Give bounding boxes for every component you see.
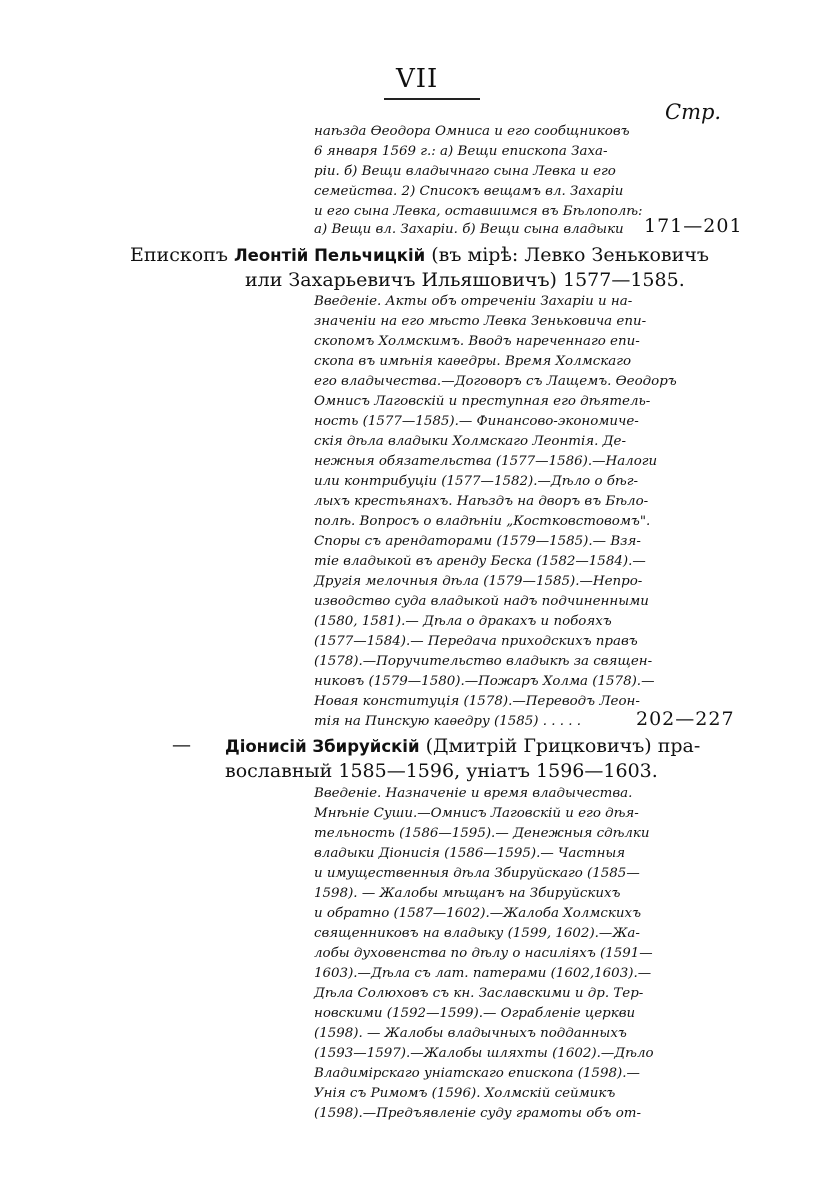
text-line: изводство суда владыкой надъ подчиненными [314,594,649,609]
entry-heading [225,734,700,759]
text-line: 6 января 1569 г.: а) Вещи епископа Заха- [314,144,608,159]
entry-heading-line2: вославный 1585—1596, уніатъ 1596—1603. [225,760,658,782]
text-line: тіе владыкой въ аренду Беска (1582—1584).— [314,554,646,569]
entry-dash: — [172,734,191,756]
text-line: (1598). — Жалобы владычныхъ подданныхъ [314,1026,627,1041]
text-line: ріи. б) Вещи владычнаго сына Левка и его [314,164,616,179]
text-line: Владимірскаго уніатскаго епископа (1598).— [314,1066,640,1081]
text-line: (1593—1597).—Жалобы шляхты (1602).—Дѣло [314,1046,654,1061]
text-line: и имущественныя дѣла Збируйскаго (1585— [314,866,640,881]
text-line: тія на Пинскую каѳедру (1585) . . . . . [314,714,582,729]
text-line: новскими (1592—1599).— Ограбленіе церкви [314,1006,636,1021]
text-line: Дѣла Солюховъ съ кн. Заславскими и др. Тер- [314,986,644,1001]
text-line: значеніи на его мѣсто Левка Зеньковича епи- [314,314,647,329]
heading-rest: (Дмитрій Грицковичъ) пра- [425,735,701,757]
text-line: а) Вещи вл. Захаріи. б) Вещи сына владыки [314,222,624,237]
text-line: лыхъ крестьянахъ. Наѣздъ на дворъ въ Бѣло- [314,494,649,509]
text-line: скія дѣла владыки Холмскаго Леонтія. Де- [314,434,627,449]
text-line: или контрибуціи (1577—1582).—Дѣло о бѣг- [314,474,639,489]
bishop-name: Діонисій Збируйскій [225,737,420,756]
text-line: наѣзда Ѳеодора Омниса и его сообщниковъ [314,124,630,139]
page-number: VII [396,64,439,94]
text-line: скопомъ Холмскимъ. Вводъ нареченнаго епи- [314,334,640,349]
text-line: Другія мелочныя дѣла (1579—1585).—Непро- [314,574,643,589]
page-column-label: Стр. [665,100,722,124]
page-number-rule [384,98,480,100]
text-line: (1578).—Поручительство владыкѣ за священ- [314,654,653,669]
page-range: 202—227 [636,708,735,730]
heading-prefix: Епископъ [130,244,228,266]
text-line: Введеніе. Назначеніе и время владычества. [314,786,633,801]
text-line: Мнѣніе Суши.—Омнисъ Лаговскій и его дѣя- [314,806,639,821]
text-line: (1577—1584).— Передача приходскихъ правъ [314,634,638,649]
text-line: (1580, 1581).— Дѣла о дракахъ и побояхъ [314,614,612,629]
text-line: полѣ. Вопросъ о владѣніи „Костковстовомъ". [314,514,651,529]
text-line: 1603).—Дѣла съ лат. патерами (1602,1603).— [314,966,652,981]
heading-rest: (въ мірѣ: Левко Зеньковичъ [431,244,709,266]
text-line: никовъ (1579—1580).—Пожаръ Холма (1578).— [314,674,655,689]
text-line: Унія съ Римомъ (1596). Холмскій сеймикъ [314,1086,616,1101]
text-line: и обратно (1587—1602).—Жалоба Холмскихъ [314,906,641,921]
entry-heading [130,243,709,268]
text-line: 1598). — Жалобы мѣщанъ на Збируйскихъ [314,886,621,901]
entry-heading-line2: или Захарьевичъ Ильяшовичъ) 1577—1585. [245,269,685,291]
text-line: Споры съ арендаторами (1579—1585).— Взя- [314,534,641,549]
text-line: его владычества.—Договоръ съ Лащемъ. Ѳеодоръ [314,374,677,389]
text-line: (1598).—Предъявленіе суду грамоты объ от- [314,1106,641,1121]
text-line: и его сына Левка, оставшимся въ Бѣлополѣ: [314,204,643,219]
text-line: Омнисъ Лаговскій и преступная его дѣятель- [314,394,651,409]
bishop-name: Леонтій Пельчицкій [233,246,426,265]
text-line: лобы духовенства по дѣлу о насиліяхъ (1591— [314,946,653,961]
text-line: ность (1577—1585).— Финансово-экономиче- [314,414,639,429]
text-line: Введеніе. Акты объ отреченіи Захаріи и на- [314,294,633,309]
text-line: тельность (1586—1595).— Денежныя сдѣлки [314,826,650,841]
page-range: 171—201 [644,215,743,237]
text-line: священниковъ на владыку (1599, 1602).—Жа- [314,926,640,941]
text-line: семейства. 2) Списокъ вещамъ вл. Захаріи [314,184,624,199]
text-line: нежныя обязательства (1577—1586).—Налоги [314,454,658,469]
text-line: Новая конституція (1578).—Переводъ Леон- [314,694,640,709]
text-line: скопа въ имѣнія каѳедры. Время Холмскаго [314,354,632,369]
text-line: владыки Діонисія (1586—1595).— Частныя [314,846,626,861]
